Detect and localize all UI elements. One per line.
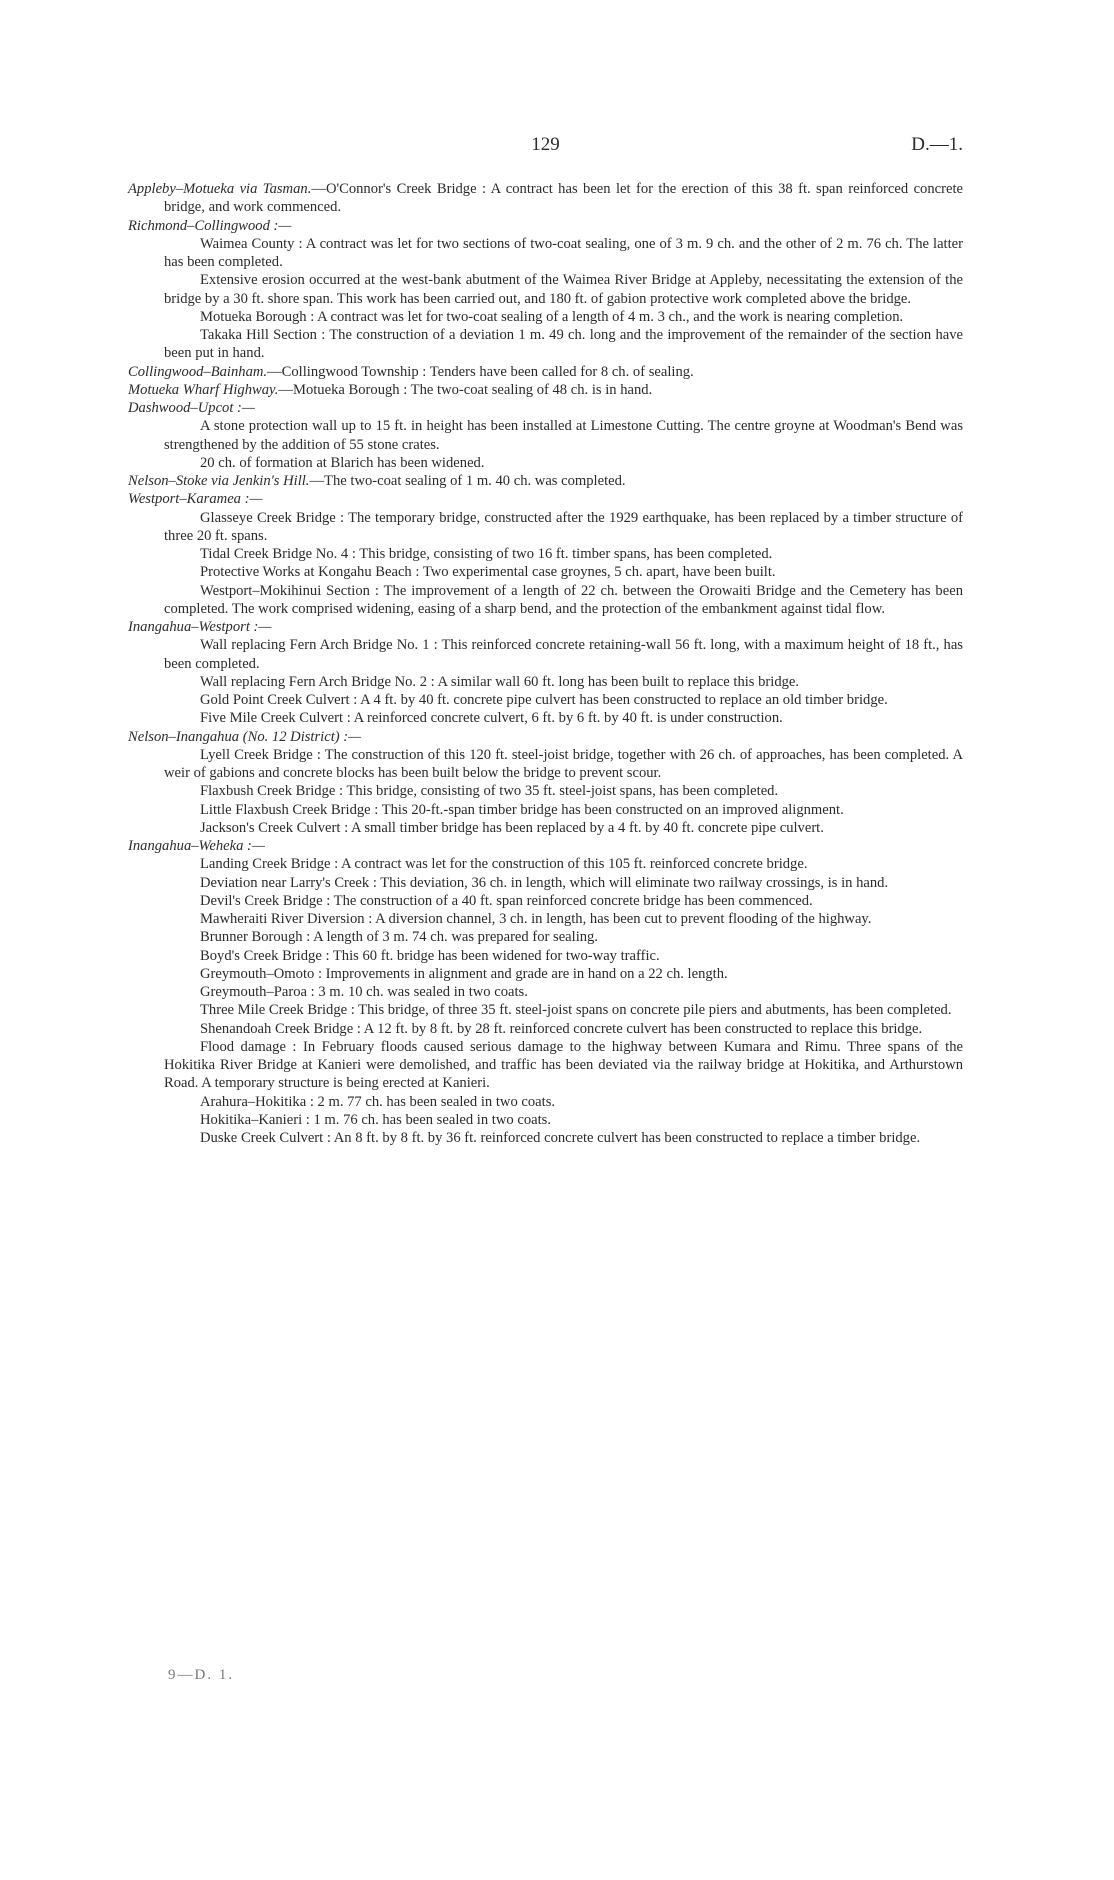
section-title: Collingwood–Bainham. bbox=[128, 363, 268, 380]
section-text: —Motueka Borough : The two-coat sealing of 48 ch. is in hand. bbox=[278, 381, 653, 398]
section-text: —Collingwood Township : Tenders have been called for 8 ch. of sealing. bbox=[267, 363, 694, 380]
item-paragraph: Brunner Borough : A length of 3 m. 74 ch. was prepared for sealing. bbox=[200, 929, 598, 946]
item-paragraph: Shenandoah Creek Bridge : A 12 ft. by 8 ft. by 28 ft. reinforced concrete culvert has been constructed to replace this bridge. bbox=[200, 1020, 923, 1037]
item-paragraph: Wall replacing Fern Arch Bridge No. 2 : A similar wall 60 ft. long has been built to replace this bridge. bbox=[200, 673, 800, 690]
item-paragraph: Five Mile Creek Culvert : A reinforced concrete culvert, 6 ft. by 6 ft. by 40 ft. is under construction. bbox=[200, 710, 783, 727]
section-heading bbox=[128, 217, 963, 235]
section-heading bbox=[128, 728, 963, 746]
section-title: Nelson–Stoke via Jenkin's Hill. bbox=[128, 473, 310, 489]
section-heading-title: Richmond–Collingwood :— bbox=[128, 217, 292, 234]
section-text: —O'Connor's Creek Bridge : A contract has been let for the erection of this 38 ft. span reinforced concrete bridge, and work commenced. bbox=[164, 181, 963, 216]
item-paragraph: Greymouth–Paroa : 3 m. 10 ch. was sealed in two coats. bbox=[200, 984, 528, 1000]
item-paragraph: Mawheraiti River Diversion : A diversion channel, 3 ch. in length, has been cut to prevent flooding of the highway. bbox=[200, 911, 872, 927]
section-heading-title: Inangahua–Weheka :— bbox=[128, 838, 265, 854]
section-heading bbox=[128, 490, 963, 508]
section-heading-title: Nelson–Inangahua (No. 12 District) :— bbox=[128, 728, 362, 745]
item-paragraph: Three Mile Creek Bridge : This bridge, of three 35 ft. steel-joist spans on concrete pile piers and abutments, has been completed. bbox=[200, 1002, 952, 1019]
signature-mark: 9—D. 1. bbox=[168, 1667, 235, 1683]
section-heading-title: Westport–Karamea :— bbox=[128, 491, 263, 508]
report-body bbox=[128, 180, 963, 1147]
item-paragraph: A stone protection wall up to 15 ft. in height has been installed at Limestone Cutting. The centre groyne at Woodman's Bend was strengthened by the addition of 55 stone crates. bbox=[164, 418, 963, 453]
item-paragraph: Hokitika–Kanieri : 1 m. 76 ch. has been sealed in two coats. bbox=[200, 1111, 551, 1128]
item-paragraph: Gold Point Creek Culvert : A 4 ft. by 40 ft. concrete pipe culvert has been constructed to replace an old timber bridge. bbox=[200, 692, 888, 708]
section-title: Appleby–Motueka via Tasman. bbox=[128, 181, 312, 197]
item-paragraph: 20 ch. of formation at Blarich has been widened. bbox=[200, 454, 485, 471]
item-paragraph: Jackson's Creek Culvert : A small timber bridge has been replaced by a 4 ft. by 40 ft. concrete pipe culvert. bbox=[200, 819, 824, 836]
item-paragraph: Motueka Borough : A contract was let for two-coat sealing of a length of 4 m. 3 ch., and the work is nearing completion. bbox=[200, 308, 904, 325]
section-heading-title: Inangahua–Westport :— bbox=[128, 619, 272, 635]
item-paragraph: Wall replacing Fern Arch Bridge No. 1 : This reinforced concrete retaining-wall 56 ft. long, with a maximum height of 18 ft., has been completed. bbox=[164, 637, 963, 672]
item-paragraph: Takaka Hill Section : The construction of a deviation 1 m. 49 ch. long and the improvement of the remainder of the section have been put in hand. bbox=[164, 327, 963, 362]
item-paragraph: Duske Creek Culvert : An 8 ft. by 8 ft. by 36 ft. reinforced concrete culvert has been constructed to replace a timber bridge. bbox=[200, 1130, 921, 1146]
section-paragraph bbox=[128, 472, 963, 490]
item-paragraph: Lyell Creek Bridge : The construction of this 120 ft. steel-joist bridge, together with 26 ch. of approaches, has been completed. A weir of gabions and concrete blocks has been built below the bridge to prevent scour. bbox=[164, 746, 963, 781]
item-paragraph: Little Flaxbush Creek Bridge : This 20-ft.-span timber bridge has been constructed on an improved alignment. bbox=[200, 801, 844, 818]
item-paragraph: Flood damage : In February floods caused serious damage to the highway between Kumara and Rimu. Three spans of the Hokitika River Bridge at Kanieri were demolished, and traffic has been deviated via the railway bridge at Hokitika, and Arthurstown Road. A temporary structure is being erected at Kanieri. bbox=[164, 1038, 963, 1092]
item-paragraph: Glasseye Creek Bridge : The temporary bridge, constructed after the 1929 earthquake, has been replaced by a timber structure of three 20 ft. spans. bbox=[164, 509, 963, 544]
item-paragraph: Waimea County : A contract was let for two sections of two-coat sealing, one of 3 m. 9 ch. and the other of 2 m. 76 ch. The latter has been completed. bbox=[164, 235, 963, 270]
section-paragraph bbox=[128, 180, 963, 217]
item-paragraph: Greymouth–Omoto : Improvements in alignment and grade are in hand on a 22 ch. length. bbox=[200, 965, 728, 982]
section-text: —The two-coat sealing of 1 m. 40 ch. was completed. bbox=[309, 473, 626, 489]
page-number: 129 bbox=[531, 134, 560, 155]
item-paragraph: Arahura–Hokitika : 2 m. 77 ch. has been sealed in two coats. bbox=[200, 1093, 556, 1110]
section-paragraph bbox=[128, 381, 963, 399]
section-heading bbox=[128, 618, 963, 636]
section-heading-title: Dashwood–Upcot :— bbox=[128, 400, 255, 416]
document-reference: D.—1. bbox=[911, 134, 963, 155]
item-paragraph: Protective Works at Kongahu Beach : Two experimental case groynes, 5 ch. apart, have been built. bbox=[200, 564, 776, 581]
section-paragraph bbox=[128, 363, 963, 381]
page-header bbox=[128, 134, 963, 164]
item-paragraph: Tidal Creek Bridge No. 4 : This bridge, consisting of two 16 ft. timber spans, has been completed. bbox=[200, 546, 773, 562]
item-paragraph: Boyd's Creek Bridge : This 60 ft. bridge has been widened for two-way traffic. bbox=[200, 947, 660, 964]
item-paragraph: Flaxbush Creek Bridge : This bridge, consisting of two 35 ft. steel-joist spans, has been completed. bbox=[200, 783, 779, 800]
section-heading bbox=[128, 837, 963, 855]
item-paragraph: Deviation near Larry's Creek : This deviation, 36 ch. in length, which will eliminate two railway crossings, is in hand. bbox=[200, 874, 889, 891]
item-paragraph: Extensive erosion occurred at the west-bank abutment of the Waimea River Bridge at Appleby, necessitating the extension of the bridge by a 30 ft. shore span. This work has been carried out, and 180 ft. of gabion protective work completed above the bridge. bbox=[164, 272, 963, 307]
item-paragraph: Westport–Mokihinui Section : The improvement of a length of 22 ch. between the Orowaiti Bridge and the Cemetery has been completed. The work comprised widening, easing of a sharp bend, and the protection of the embankment against tidal flow. bbox=[164, 582, 963, 617]
section-title: Motueka Wharf Highway. bbox=[128, 381, 279, 398]
item-paragraph: Landing Creek Bridge : A contract was let for the construction of this 105 ft. reinforced concrete bridge. bbox=[200, 856, 808, 873]
section-heading bbox=[128, 399, 963, 417]
item-paragraph: Devil's Creek Bridge : The construction of a 40 ft. span reinforced concrete bridge has been commenced. bbox=[200, 892, 813, 909]
